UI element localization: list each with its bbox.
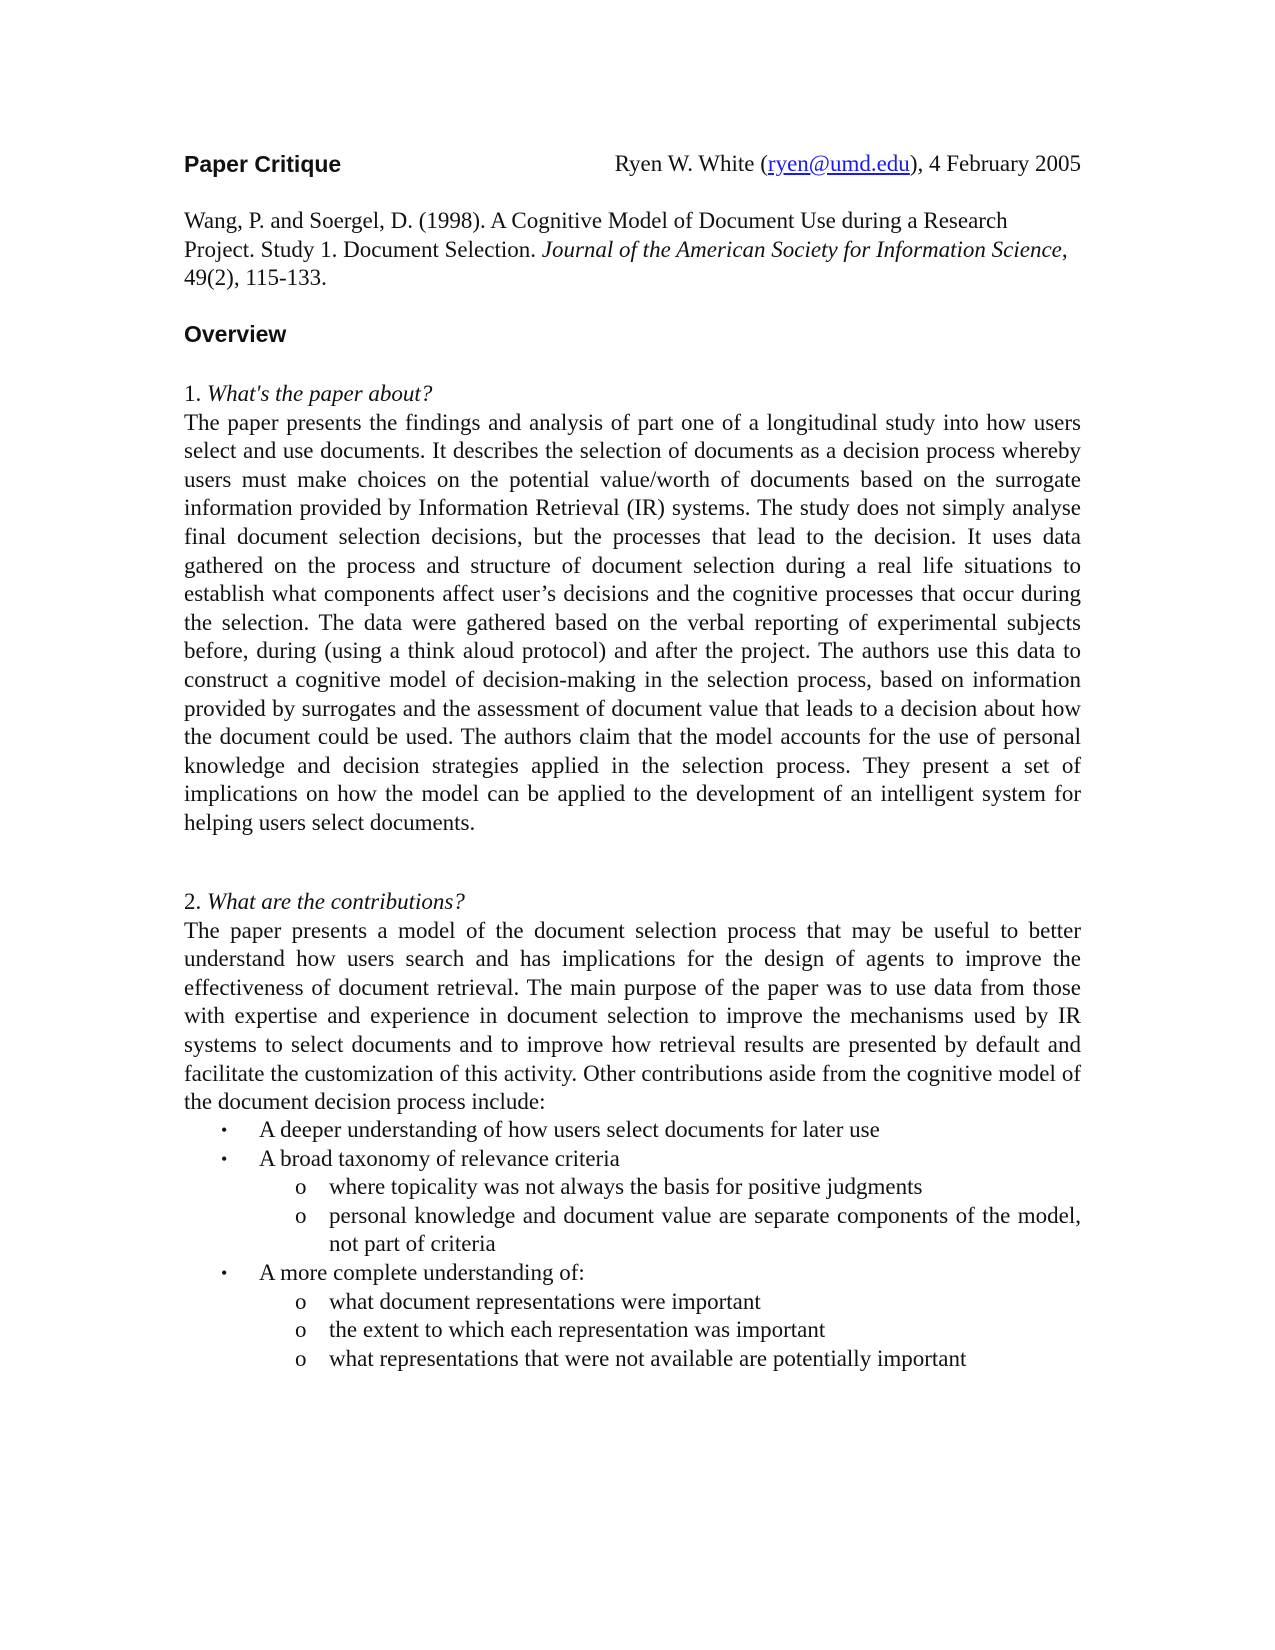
question-2-text: What are the contributions?	[207, 889, 465, 914]
contribution-sublist	[259, 1288, 1081, 1374]
citation-text	[184, 207, 1081, 293]
question-2-block	[184, 888, 1081, 1117]
contributions-list	[184, 1116, 1081, 1373]
sub-bullet-icon: o	[295, 1202, 307, 1228]
sub-item-text: personal knowledge and document value are separate components of the model, not part of criteria	[329, 1202, 1081, 1257]
sub-item	[259, 1202, 1081, 1259]
citation	[184, 207, 1081, 293]
contribution-sublist	[259, 1173, 1081, 1259]
question-1-block	[184, 380, 1081, 838]
author-line	[615, 150, 1081, 179]
author-suffix: ), 4 February 2005	[909, 151, 1081, 176]
answer-1: The paper presents the findings and analysis of part one of a longitudinal study into how users select and use documents. It describes the selection of documents as a decision process whereby users must make choices on the potential value/worth of documents based on the surrogate information provided by Information Retrieval (IR) systems. The study does not simply analyse final document selection decisions, but the processes that lead to the decision. It uses data gathered on the process and structure of document selection during a real life situations to establish what components affect user’s decisions and the cognitive processes that occur during the selection. The data were gathered based on the verbal reporting of experimental subjects before, during (using a think aloud protocol) and after the project. The authors use this data to construct a cognitive model of decision-making in the selection process, based on information provided by surrogates and the assessment of document value that leads to a decision about how the document could be used. The authors claim that the model accounts for the use of personal knowledge and decision strategies applied in the selection process. They present a set of implications on how the model can be applied to the development of an intelligent system for helping users select documents.	[184, 409, 1081, 835]
contribution-text: A broad taxonomy of relevance criteria	[259, 1145, 620, 1171]
answer-2: The paper presents a model of the document selection process that may be useful to better understand how users search and has implications for the design of agents to improve the effectiveness of document retrieval. The main purpose of the paper was to use data from those with expertise and experience in document selection to improve the mechanisms used by IR systems to select documents and to improve how retrieval results are presented by default and facilitate the customization of this activity. Other contributions aside from the cognitive model of the document decision process include:	[184, 917, 1081, 1115]
sub-bullet-icon: o	[295, 1174, 307, 1200]
question-2	[184, 888, 1081, 917]
sub-item-text: what representations that were not available are potentially important	[329, 1345, 967, 1371]
author-prefix: Ryen W. White (	[614, 151, 768, 176]
question-1	[184, 380, 1081, 409]
sub-item	[259, 1288, 1081, 1317]
sub-item	[259, 1316, 1081, 1345]
sub-bullet-icon: o	[295, 1345, 307, 1371]
sub-item	[259, 1345, 1081, 1374]
document-header	[184, 146, 1081, 180]
bullet-icon: •	[221, 1262, 228, 1283]
overview-heading: Overview	[184, 321, 287, 347]
sub-item-text: where topicality was not always the basis for positive judgments	[329, 1174, 923, 1200]
question-1-number: 1.	[184, 381, 207, 406]
citation-details: , 49(2), 115-133.	[184, 236, 1068, 291]
sub-item	[259, 1173, 1081, 1202]
contribution-text: A deeper understanding of how users select documents for later use	[259, 1117, 880, 1142]
bullet-icon: •	[221, 1120, 228, 1140]
document-title: Paper Critique	[184, 151, 342, 177]
citation-authors-title: Wang, P. and Soergel, D. (1998). A Cognitive Model of Document Use during a Research Project. Study 1. Document Selection.	[184, 208, 1008, 262]
bullet-icon: •	[221, 1148, 228, 1169]
question-1-text: What's the paper about?	[207, 381, 433, 406]
contribution-item	[184, 1116, 1081, 1145]
contribution-text: A more complete understanding of:	[259, 1259, 585, 1285]
sub-item-text: the extent to which each representation was important	[329, 1317, 826, 1343]
sub-bullet-icon: o	[295, 1317, 307, 1343]
sub-item-text: what document representations were important	[329, 1288, 761, 1314]
sub-bullet-icon: o	[295, 1288, 307, 1314]
contribution-item	[184, 1259, 1081, 1373]
author-email-link[interactable]: ryen@umd.edu	[767, 151, 910, 176]
question-2-number: 2.	[184, 889, 207, 914]
contribution-item	[184, 1145, 1081, 1259]
citation-journal: Journal of the American Society for Information Science	[541, 236, 1062, 262]
